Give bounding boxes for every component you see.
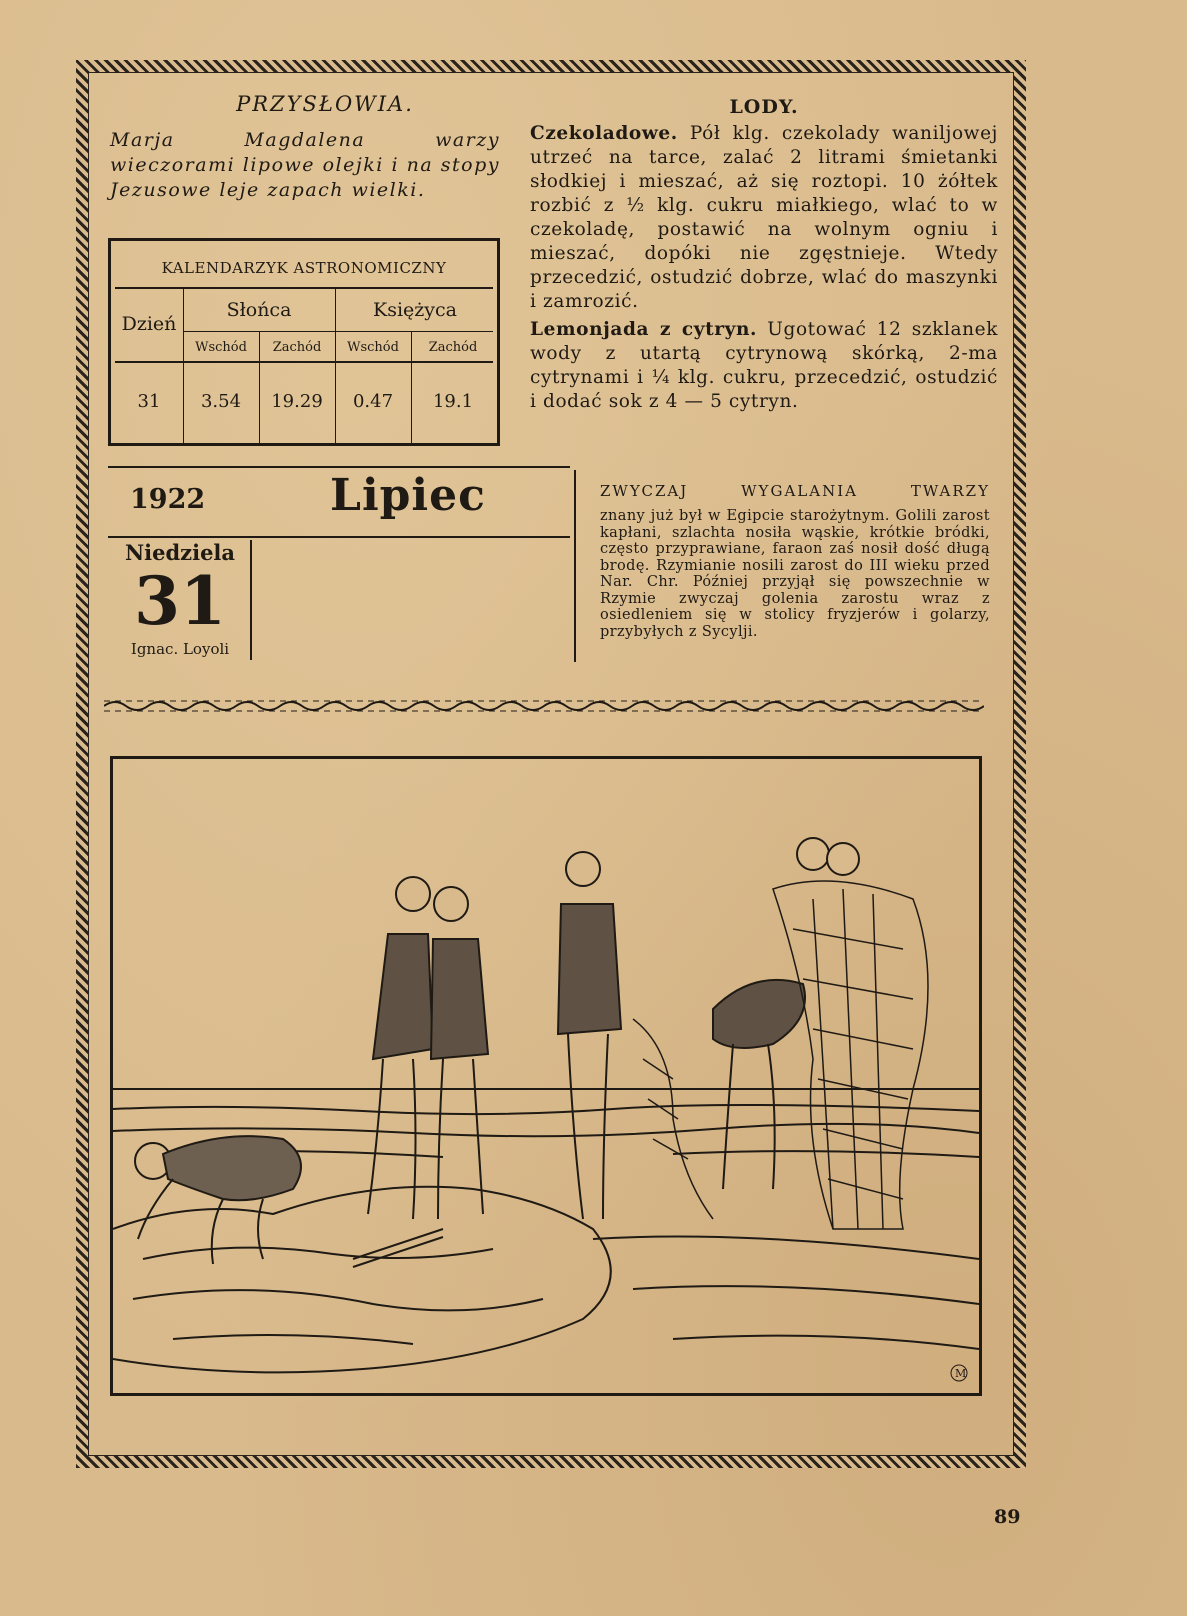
cell-sun-rise: 3.54 [200, 391, 242, 412]
ice-cream-section [530, 96, 998, 414]
recipe-lemonade [530, 318, 998, 414]
recipe-lemonade-text: Ugotować 12 szklanek wody z utartą cytrynową skórką, 2-ma cytrynami i ¼ klg. cukru, przecedzić, ostudzić i dodać sok z 4 — 5 cytryn. [530, 319, 999, 412]
bathers-pair [368, 877, 488, 1219]
table-rule [115, 287, 493, 289]
header-moon: Księżyca [373, 299, 457, 321]
fishing-net [633, 881, 928, 1229]
bather-standing [558, 852, 621, 1219]
ice-cream-title: LODY. [729, 96, 799, 118]
header-moon-rise: Wschód [347, 340, 399, 355]
recipe-chocolate-name: Czekoladowe. [530, 123, 678, 144]
header-day: Dzień [121, 313, 177, 335]
recipe-chocolate-text: Pół klg. czekolady waniljowej utrzeć na tarce, zalać 2 litrami śmietanki słodkiej i mieszać, aż się roztopi. 10 żółtek rozbić z ½ klg. cukru miałkiego, wlać to w czekoladę, postawić na wolnym ogniu i mieszać, dopóki nie zgęstnieje. Wtedy przecedzić, ostudzić dobrze, wlać do maszynki i zamrozić. [530, 123, 998, 312]
beach-illustration [110, 756, 982, 1396]
header-moon-set: Zachód [428, 340, 478, 355]
proverbs-title: PRZYSŁOWIA. [236, 92, 414, 116]
astro-title: KALENDARZYK ASTRONOMICZNY [161, 259, 447, 277]
calendar-mid-rule [108, 536, 570, 538]
bathers-drawing [113, 759, 979, 1393]
proverbs-text: Marja Magdalena warzy wieczorami lipowe olejki i na stopy Jezusowe leje zapach wielki. [110, 129, 500, 201]
header-sun: Słońca [226, 299, 292, 321]
recipe-chocolate [530, 122, 998, 314]
calendar-day-number: 31 [134, 562, 226, 640]
day-box-divider [250, 540, 252, 660]
cell-moon-rise: 0.47 [352, 391, 394, 412]
cell-sun-set: 19.29 [271, 391, 323, 412]
recipe-lemonade-name: Lemonjada z cytryn. [530, 319, 758, 340]
bather-crouching [135, 1136, 301, 1264]
header-sun-rise: Wschód [195, 340, 247, 355]
astronomical-table [108, 238, 500, 446]
page-number: 89 [994, 1506, 1021, 1528]
cell-day: 31 [137, 391, 161, 412]
calendar-divider [574, 470, 576, 662]
artist-monogram: M [955, 1367, 967, 1380]
calendar-nameday: Ignac. Loyoli [130, 640, 230, 658]
table-rule [183, 331, 493, 332]
proverbs-section [100, 92, 510, 203]
custom-title: ZWYCZAJ WYGALANIA TWARZY [600, 482, 990, 500]
calendar-month: Lipiec [330, 470, 486, 521]
custom-text: znany już był w Egipcie starożytnym. Golili zarost kapłani, szlachta nosiła wąskie, krótkie bródki, często przyprawiane, faraon zaś nosił dość długą brodę. Rzymianie nosili zarost do III wieku przed Nar. Chr. Później przyjął się powszechnie w Rzymie zwyczaj golenia zarostu wraz z osiedleniem się w stolicy fryzjerów i golarzy, przybyłych z Sycylji. [600, 508, 990, 640]
calendar-year: 1922 [130, 484, 206, 515]
ornamental-rule [104, 698, 984, 714]
calendar-weekday: Niedziela [124, 540, 236, 565]
bathers-with-net [713, 838, 859, 1189]
calendar-top-rule [108, 466, 570, 468]
cell-moon-set: 19.1 [432, 391, 474, 412]
table-rule [115, 361, 493, 363]
header-sun-set: Zachód [272, 340, 322, 355]
